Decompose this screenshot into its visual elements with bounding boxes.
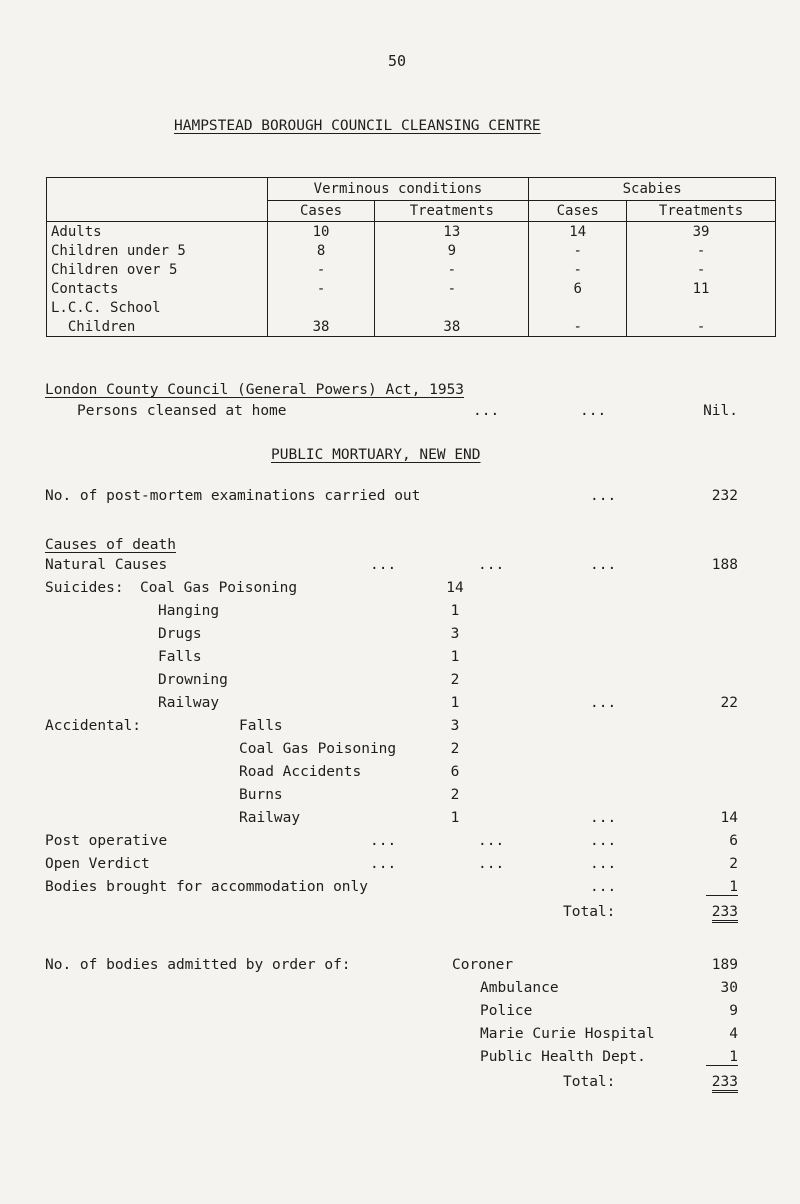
cell: 38 xyxy=(375,317,529,337)
admitted-source: Public Health Dept. xyxy=(480,1049,646,1065)
admitted-count: 4 xyxy=(729,1026,738,1042)
cell: 13 xyxy=(375,222,529,242)
row-label: Contacts xyxy=(47,279,268,298)
accidental-count: 2 xyxy=(450,741,460,757)
admitted-total-label: Total: xyxy=(563,1074,616,1090)
cell: 39 xyxy=(627,222,776,242)
dots: ... xyxy=(580,403,607,419)
cell: 10 xyxy=(267,222,375,242)
admitted-total-number: 233 xyxy=(712,1074,738,1093)
header-scabies-cases: Cases xyxy=(529,201,627,222)
dots: ... xyxy=(590,557,617,573)
cleansing-table xyxy=(46,177,776,337)
row-label: Adults xyxy=(47,222,268,242)
cell xyxy=(267,298,375,317)
table-row xyxy=(47,260,776,279)
header-scabies-treatments: Treatments xyxy=(627,201,776,222)
total-label: Total: xyxy=(563,904,616,920)
cell: - xyxy=(627,317,776,337)
admitted-count: 30 xyxy=(720,980,738,996)
cell: 11 xyxy=(627,279,776,298)
cell: - xyxy=(267,260,375,279)
natural-value: 188 xyxy=(711,557,738,573)
causes-heading: Causes of death xyxy=(45,537,176,553)
cell: - xyxy=(627,260,776,279)
lcc-value: Nil. xyxy=(703,403,738,419)
total-value xyxy=(700,904,738,920)
suicides-total: 22 xyxy=(720,695,738,711)
lcc-heading: London County Council (General Powers) Act, 1953 xyxy=(45,382,465,398)
suicide-count: 14 xyxy=(446,580,464,596)
page-title: HAMPSTEAD BOROUGH COUNCIL CLEANSING CENTRE xyxy=(174,118,541,134)
dots: ... xyxy=(590,879,617,895)
accidental-count: 2 xyxy=(450,787,460,803)
table-row xyxy=(47,241,776,260)
dots: ... xyxy=(590,856,617,872)
dots: ... xyxy=(478,856,505,872)
post-operative-value: 6 xyxy=(729,833,738,849)
dots: ... xyxy=(590,833,617,849)
cell xyxy=(627,298,776,317)
suicide-count: 1 xyxy=(450,695,460,711)
table-row xyxy=(47,222,776,242)
admitted-source: Ambulance xyxy=(480,980,559,996)
accidental-count: 1 xyxy=(450,810,460,826)
table-row xyxy=(47,279,776,298)
pm-line: No. of post-mortem examinations carried out xyxy=(45,488,421,504)
suicide-cause: Coal Gas Poisoning xyxy=(140,580,298,596)
admitted-last-number: 1 xyxy=(706,1049,738,1066)
accidental-cause: Road Accidents xyxy=(239,764,362,780)
accommodation-number: 1 xyxy=(706,879,738,896)
natural-label: Natural Causes xyxy=(45,557,168,573)
cell xyxy=(529,298,627,317)
accommodation-label: Bodies brought for accommodation only xyxy=(45,879,369,895)
lcc-line: Persons cleansed at home xyxy=(77,403,287,419)
accidental-count: 6 xyxy=(450,764,460,780)
header-vermin-treatments: Treatments xyxy=(375,201,529,222)
dots: ... xyxy=(370,557,397,573)
admitted-count-underlined xyxy=(700,1049,738,1066)
post-operative-label: Post operative xyxy=(45,833,168,849)
dots: ... xyxy=(478,557,505,573)
accidental-cause: Burns xyxy=(239,787,283,803)
header-scabies: Scabies xyxy=(529,178,776,201)
cell: - xyxy=(627,241,776,260)
pm-value: 232 xyxy=(711,488,738,504)
suicide-cause: Drugs xyxy=(158,626,202,642)
suicide-cause: Hanging xyxy=(158,603,220,619)
accidental-count: 3 xyxy=(450,718,460,734)
cell: - xyxy=(375,279,529,298)
dots: ... xyxy=(478,833,505,849)
open-verdict-value: 2 xyxy=(729,856,738,872)
total-number: 233 xyxy=(712,904,738,923)
row-label: Children under 5 xyxy=(47,241,268,260)
row-label: Children xyxy=(47,317,268,337)
header-verminous: Verminous conditions xyxy=(267,178,529,201)
accommodation-value xyxy=(700,879,738,896)
page-number: 50 xyxy=(388,52,407,70)
cell: - xyxy=(529,241,627,260)
cell: 38 xyxy=(267,317,375,337)
dots: ... xyxy=(590,810,617,826)
table-row xyxy=(47,298,776,317)
accidental-total: 14 xyxy=(720,810,738,826)
cell: - xyxy=(529,260,627,279)
dots: ... xyxy=(370,833,397,849)
dots: ... xyxy=(370,856,397,872)
admitted-total-value xyxy=(700,1074,738,1090)
cell: 9 xyxy=(375,241,529,260)
suicide-count: 2 xyxy=(450,672,460,688)
suicide-cause: Railway xyxy=(158,695,220,711)
dots: ... xyxy=(590,488,617,504)
admitted-count: 9 xyxy=(729,1003,738,1019)
suicide-cause: Drowning xyxy=(158,672,228,688)
mortuary-heading: PUBLIC MORTUARY, NEW END xyxy=(271,447,481,463)
header-vermin-cases: Cases xyxy=(267,201,375,222)
dots: ... xyxy=(590,695,617,711)
admitted-count: 189 xyxy=(711,957,738,973)
open-verdict-label: Open Verdict xyxy=(45,856,150,872)
suicide-cause: Falls xyxy=(158,649,202,665)
cell: - xyxy=(529,317,627,337)
accidental-cause: Railway xyxy=(239,810,301,826)
admitted-source: Police xyxy=(480,1003,533,1019)
cell xyxy=(375,298,529,317)
suicide-count: 1 xyxy=(450,649,460,665)
cell: - xyxy=(267,279,375,298)
admitted-source: Marie Curie Hospital xyxy=(480,1026,655,1042)
accidental-cause: Coal Gas Poisoning xyxy=(239,741,397,757)
row-label: L.C.C. School xyxy=(47,298,268,317)
table-row xyxy=(47,317,776,337)
cell: 6 xyxy=(529,279,627,298)
cell: - xyxy=(375,260,529,279)
row-label: Children over 5 xyxy=(47,260,268,279)
dots: ... xyxy=(473,403,500,419)
suicide-count: 3 xyxy=(450,626,460,642)
admitted-source: Coroner xyxy=(452,957,514,973)
cell: 8 xyxy=(267,241,375,260)
suicide-count: 1 xyxy=(450,603,460,619)
cell: 14 xyxy=(529,222,627,242)
accidental-cause: Falls xyxy=(239,718,283,734)
table-corner xyxy=(47,178,268,222)
suicides-label: Suicides: xyxy=(45,580,124,596)
accidental-label: Accidental: xyxy=(45,718,142,734)
admitted-label: No. of bodies admitted by order of: xyxy=(45,957,351,973)
